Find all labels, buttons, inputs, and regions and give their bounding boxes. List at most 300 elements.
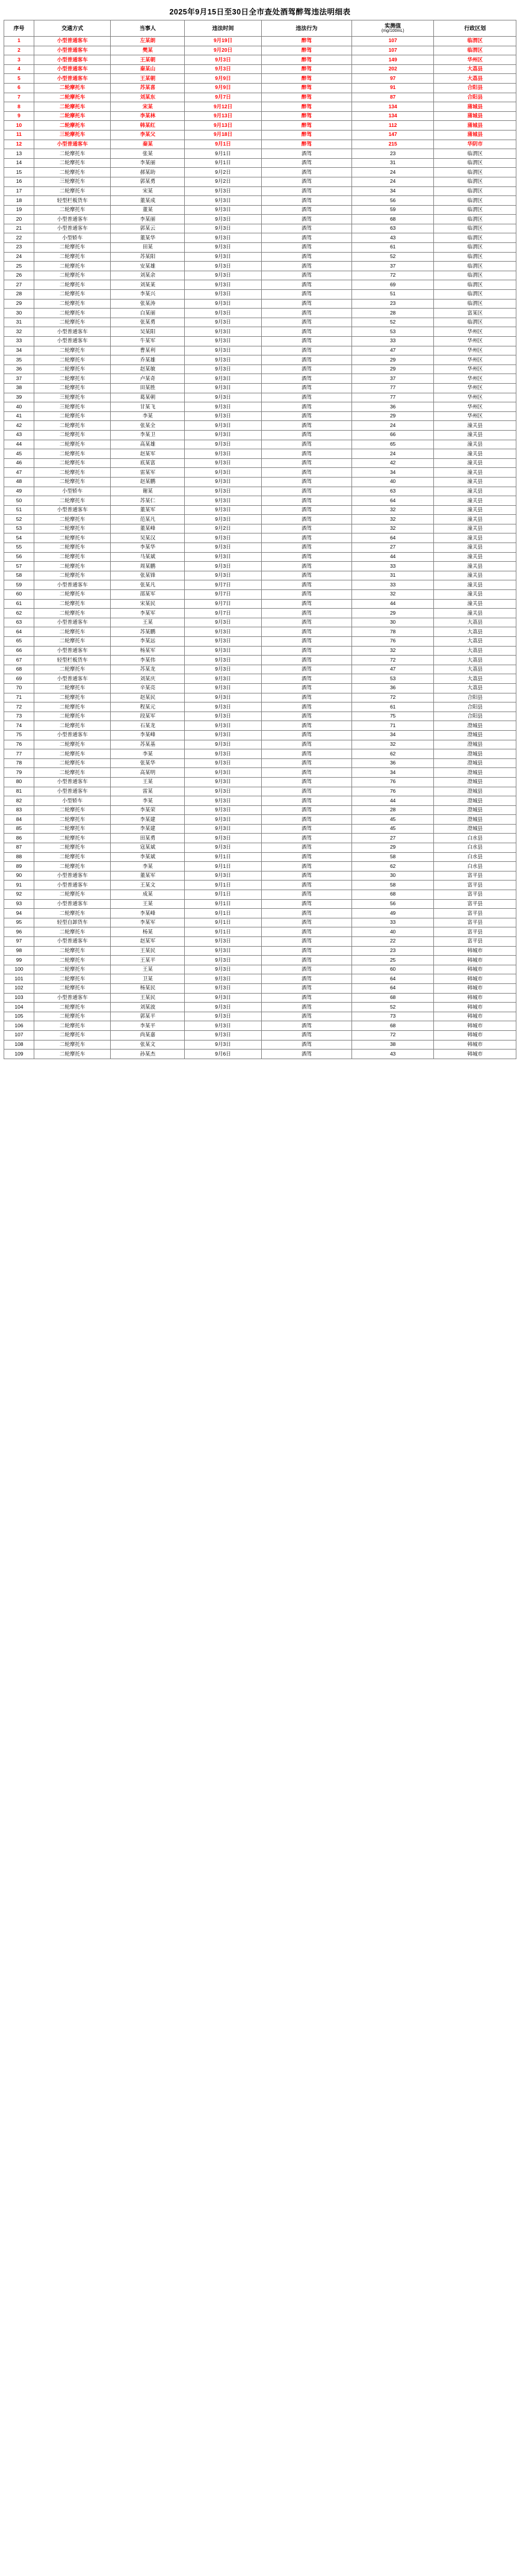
row-person-name: 李某荣 xyxy=(111,805,185,815)
row-index: 18 xyxy=(4,196,34,206)
table-row xyxy=(4,111,516,121)
row-measured-value: 52 xyxy=(351,252,434,262)
row-vehicle-type: 二轮摩托车 xyxy=(34,421,111,431)
row-person-name: 田某 xyxy=(111,243,185,253)
row-index: 75 xyxy=(4,730,34,740)
row-index: 45 xyxy=(4,449,34,459)
row-violation-act: 酒驾 xyxy=(261,505,351,515)
row-violation-date: 9月3日 xyxy=(185,646,261,656)
row-violation-act: 酒驾 xyxy=(261,609,351,618)
row-region: 韩城市 xyxy=(434,974,516,984)
table-row xyxy=(4,758,516,768)
row-violation-act: 酒驾 xyxy=(261,1050,351,1059)
row-violation-act: 酒驾 xyxy=(261,337,351,346)
row-region: 富平县 xyxy=(434,937,516,947)
row-violation-act: 酒驾 xyxy=(261,271,351,280)
row-violation-act: 酒驾 xyxy=(261,702,351,712)
row-vehicle-type: 小型普通客车 xyxy=(34,224,111,233)
row-violation-act: 醉驾 xyxy=(261,64,351,74)
row-violation-date: 9月3日 xyxy=(185,346,261,355)
table-header xyxy=(4,20,516,37)
row-region: 潼关县 xyxy=(434,515,516,524)
row-violation-act: 酒驾 xyxy=(261,383,351,393)
row-vehicle-type: 二轮摩托车 xyxy=(34,843,111,853)
row-violation-date: 9月3日 xyxy=(185,1021,261,1031)
row-person-name: 底某富 xyxy=(111,458,185,468)
table-row xyxy=(4,233,516,243)
row-violation-act: 酒驾 xyxy=(261,909,351,918)
row-region: 潼关县 xyxy=(434,609,516,618)
row-measured-value: 63 xyxy=(351,224,434,233)
table-row xyxy=(4,590,516,600)
row-region: 华州区 xyxy=(434,374,516,384)
table-row xyxy=(4,130,516,140)
row-person-name: 安某雄 xyxy=(111,262,185,271)
row-region: 白水县 xyxy=(434,834,516,843)
row-measured-value: 27 xyxy=(351,543,434,553)
row-index: 93 xyxy=(4,899,34,909)
row-person-name: 苏某基 xyxy=(111,740,185,749)
row-vehicle-type: 小型普通客车 xyxy=(34,730,111,740)
row-index: 33 xyxy=(4,337,34,346)
row-measured-value: 34 xyxy=(351,730,434,740)
row-violation-date: 9月3日 xyxy=(185,318,261,327)
row-violation-date: 9月3日 xyxy=(185,205,261,215)
row-region: 合阳县 xyxy=(434,712,516,721)
row-region: 富平县 xyxy=(434,881,516,890)
row-violation-act: 酒驾 xyxy=(261,683,351,693)
table-row xyxy=(4,177,516,186)
row-violation-act: 酒驾 xyxy=(261,927,351,937)
row-index: 91 xyxy=(4,881,34,890)
row-violation-date: 9月3日 xyxy=(185,515,261,524)
row-region: 临渭区 xyxy=(434,318,516,327)
row-region: 潼关县 xyxy=(434,533,516,543)
row-vehicle-type: 小型普通客车 xyxy=(34,777,111,787)
row-measured-value: 134 xyxy=(351,102,434,112)
row-violation-act: 酒驾 xyxy=(261,918,351,927)
row-violation-act: 酒驾 xyxy=(261,393,351,402)
table-row xyxy=(4,899,516,909)
row-measured-value: 32 xyxy=(351,515,434,524)
row-region: 华州区 xyxy=(434,402,516,412)
row-violation-date: 9月1日 xyxy=(185,881,261,890)
row-violation-date: 9月3日 xyxy=(185,693,261,702)
row-vehicle-type: 二轮摩托车 xyxy=(34,364,111,374)
row-index: 8 xyxy=(4,102,34,112)
row-index: 48 xyxy=(4,477,34,487)
table-row xyxy=(4,149,516,159)
table-row xyxy=(4,777,516,787)
row-violation-act: 酒驾 xyxy=(261,158,351,168)
row-index: 32 xyxy=(4,327,34,337)
row-violation-date: 9月3日 xyxy=(185,805,261,815)
row-person-name: 苏某龙 xyxy=(111,665,185,674)
table-row xyxy=(4,552,516,562)
row-index: 22 xyxy=(4,233,34,243)
table-row xyxy=(4,674,516,684)
row-measured-value: 38 xyxy=(351,1040,434,1050)
row-person-name: 刘某东 xyxy=(111,93,185,102)
row-violation-act: 酒驾 xyxy=(261,168,351,177)
row-index: 86 xyxy=(4,834,34,843)
row-violation-act: 酒驾 xyxy=(261,364,351,374)
table-row xyxy=(4,824,516,834)
row-index: 47 xyxy=(4,468,34,478)
table-row xyxy=(4,496,516,506)
row-measured-value: 202 xyxy=(351,64,434,74)
table-row xyxy=(4,411,516,421)
row-region: 韩城市 xyxy=(434,1012,516,1021)
row-vehicle-type: 轻型自卸货车 xyxy=(34,918,111,927)
row-violation-date: 9月3日 xyxy=(185,637,261,647)
row-measured-value: 44 xyxy=(351,552,434,562)
row-person-name: 刘某庆 xyxy=(111,674,185,684)
row-vehicle-type: 二轮摩托车 xyxy=(34,309,111,318)
row-index: 65 xyxy=(4,637,34,647)
row-violation-act: 酒驾 xyxy=(261,881,351,890)
row-index: 72 xyxy=(4,702,34,712)
row-violation-date: 9月3日 xyxy=(185,665,261,674)
row-violation-act: 酒驾 xyxy=(261,562,351,571)
row-vehicle-type: 小型普通客车 xyxy=(34,881,111,890)
row-region: 澄城县 xyxy=(434,768,516,778)
row-region: 富某区 xyxy=(434,309,516,318)
table-row xyxy=(4,599,516,609)
row-violation-act: 酒驾 xyxy=(261,149,351,159)
row-vehicle-type: 二轮摩托车 xyxy=(34,1021,111,1031)
row-region: 华州区 xyxy=(434,393,516,402)
row-region: 潼关县 xyxy=(434,580,516,590)
row-region: 韩城市 xyxy=(434,1021,516,1031)
row-measured-value: 36 xyxy=(351,758,434,768)
row-index: 100 xyxy=(4,965,34,974)
row-index: 60 xyxy=(4,590,34,600)
row-vehicle-type: 二轮摩托车 xyxy=(34,440,111,449)
row-index: 67 xyxy=(4,656,34,665)
row-violation-act: 酒驾 xyxy=(261,965,351,974)
table-row xyxy=(4,505,516,515)
row-index: 43 xyxy=(4,430,34,440)
table-row xyxy=(4,815,516,825)
table-row xyxy=(4,946,516,956)
row-measured-value: 31 xyxy=(351,571,434,580)
row-measured-value: 68 xyxy=(351,993,434,1003)
row-region: 潼关县 xyxy=(434,477,516,487)
row-violation-act: 酒驾 xyxy=(261,712,351,721)
table-row xyxy=(4,430,516,440)
row-index: 3 xyxy=(4,55,34,65)
row-index: 30 xyxy=(4,309,34,318)
row-region: 临渭区 xyxy=(434,224,516,233)
row-index: 53 xyxy=(4,524,34,533)
table-row xyxy=(4,852,516,862)
table-row xyxy=(4,646,516,656)
row-measured-value: 72 xyxy=(351,1030,434,1040)
row-measured-value: 25 xyxy=(351,956,434,965)
row-measured-value: 28 xyxy=(351,805,434,815)
row-person-name: 李某林 xyxy=(111,111,185,121)
row-person-name: 王某平 xyxy=(111,956,185,965)
row-region: 临渭区 xyxy=(434,186,516,196)
row-region: 韩城市 xyxy=(434,946,516,956)
row-measured-value: 32 xyxy=(351,740,434,749)
row-violation-date: 9月3日 xyxy=(185,421,261,431)
row-index: 2 xyxy=(4,46,34,55)
row-violation-act: 酒驾 xyxy=(261,946,351,956)
row-region: 澄城县 xyxy=(434,787,516,796)
row-measured-value: 63 xyxy=(351,487,434,496)
row-index: 23 xyxy=(4,243,34,253)
row-vehicle-type: 二轮摩托车 xyxy=(34,186,111,196)
row-vehicle-type: 二轮摩托车 xyxy=(34,243,111,253)
row-index: 97 xyxy=(4,937,34,947)
row-index: 46 xyxy=(4,458,34,468)
row-violation-date: 9月3日 xyxy=(185,196,261,206)
row-vehicle-type: 二轮摩托车 xyxy=(34,1012,111,1021)
column-header-region: 行政区划 xyxy=(434,20,516,37)
row-violation-act: 醉驾 xyxy=(261,130,351,140)
table-body xyxy=(4,37,516,1059)
table-row xyxy=(4,796,516,806)
row-person-name: 郭某云 xyxy=(111,224,185,233)
row-person-name: 李某伟 xyxy=(111,656,185,665)
row-measured-value: 77 xyxy=(351,393,434,402)
row-region: 华阴市 xyxy=(434,140,516,149)
row-vehicle-type: 二轮摩托车 xyxy=(34,411,111,421)
table-row xyxy=(4,918,516,927)
table-row xyxy=(4,355,516,365)
row-vehicle-type: 二轮摩托车 xyxy=(34,637,111,647)
table-row xyxy=(4,693,516,702)
row-violation-act: 酒驾 xyxy=(261,693,351,702)
row-region: 蒲城县 xyxy=(434,130,516,140)
row-vehicle-type: 二轮摩托车 xyxy=(34,449,111,459)
row-violation-date: 9月3日 xyxy=(185,740,261,749)
row-person-name: 高某明 xyxy=(111,768,185,778)
row-violation-date: 9月3日 xyxy=(185,1040,261,1050)
table-row xyxy=(4,956,516,965)
row-violation-date: 9月3日 xyxy=(185,562,261,571)
row-violation-act: 酒驾 xyxy=(261,440,351,449)
row-index: 27 xyxy=(4,280,34,290)
row-person-name: 谢某 xyxy=(111,487,185,496)
row-violation-date: 9月3日 xyxy=(185,393,261,402)
row-vehicle-type: 二轮摩托车 xyxy=(34,909,111,918)
row-measured-value: 24 xyxy=(351,177,434,186)
table-row xyxy=(4,83,516,93)
table-row xyxy=(4,805,516,815)
row-index: 36 xyxy=(4,364,34,374)
table-row xyxy=(4,721,516,731)
row-person-name: 曹某利 xyxy=(111,346,185,355)
row-violation-act: 酒驾 xyxy=(261,299,351,309)
row-violation-act: 酒驾 xyxy=(261,533,351,543)
row-violation-date: 9月3日 xyxy=(185,505,261,515)
row-violation-act: 酒驾 xyxy=(261,224,351,233)
row-violation-act: 酒驾 xyxy=(261,280,351,290)
row-measured-value: 34 xyxy=(351,468,434,478)
row-region: 临渭区 xyxy=(434,149,516,159)
row-index: 4 xyxy=(4,64,34,74)
table-row xyxy=(4,121,516,131)
row-violation-date: 9月3日 xyxy=(185,64,261,74)
row-measured-value: 29 xyxy=(351,355,434,365)
table-row xyxy=(4,299,516,309)
row-region: 合阳县 xyxy=(434,702,516,712)
row-person-name: 宋某民 xyxy=(111,599,185,609)
row-measured-value: 58 xyxy=(351,881,434,890)
row-vehicle-type: 二轮摩托车 xyxy=(34,590,111,600)
row-index: 68 xyxy=(4,665,34,674)
row-measured-value: 44 xyxy=(351,796,434,806)
table-row xyxy=(4,271,516,280)
row-measured-value: 62 xyxy=(351,862,434,871)
row-violation-act: 酒驾 xyxy=(261,543,351,553)
row-violation-date: 9月3日 xyxy=(185,327,261,337)
row-index: 11 xyxy=(4,130,34,140)
row-vehicle-type: 二轮摩托车 xyxy=(34,562,111,571)
row-person-name: 张某勇 xyxy=(111,318,185,327)
row-violation-act: 酒驾 xyxy=(261,899,351,909)
row-violation-date: 9月3日 xyxy=(185,965,261,974)
row-region: 澄城县 xyxy=(434,815,516,825)
row-index: 56 xyxy=(4,552,34,562)
table-row xyxy=(4,983,516,993)
row-measured-value: 66 xyxy=(351,430,434,440)
row-person-name: 樊某 xyxy=(111,46,185,55)
table-row xyxy=(4,683,516,693)
row-violation-act: 醉驾 xyxy=(261,46,351,55)
row-measured-value: 78 xyxy=(351,627,434,637)
row-violation-date: 9月3日 xyxy=(185,730,261,740)
row-violation-act: 酒驾 xyxy=(261,571,351,580)
row-violation-date: 9月1日 xyxy=(185,158,261,168)
row-violation-date: 9月1日 xyxy=(185,140,261,149)
column-header-value xyxy=(351,20,434,37)
row-measured-value: 52 xyxy=(351,318,434,327)
row-index: 42 xyxy=(4,421,34,431)
row-violation-act: 酒驾 xyxy=(261,309,351,318)
row-violation-date: 9月1日 xyxy=(185,899,261,909)
row-region: 临渭区 xyxy=(434,177,516,186)
row-violation-act: 酒驾 xyxy=(261,430,351,440)
row-region: 潼关县 xyxy=(434,440,516,449)
row-index: 109 xyxy=(4,1050,34,1059)
row-violation-date: 9月3日 xyxy=(185,1012,261,1021)
row-index: 92 xyxy=(4,890,34,900)
table-row xyxy=(4,364,516,374)
table-row xyxy=(4,393,516,402)
row-vehicle-type: 小型普通客车 xyxy=(34,871,111,881)
row-violation-act: 酒驾 xyxy=(261,327,351,337)
row-violation-date: 9月3日 xyxy=(185,411,261,421)
row-violation-date: 9月9日 xyxy=(185,74,261,84)
row-vehicle-type: 小型普通客车 xyxy=(34,787,111,796)
row-index: 87 xyxy=(4,843,34,853)
row-person-name: 马某斌 xyxy=(111,552,185,562)
row-index: 103 xyxy=(4,993,34,1003)
row-measured-value: 31 xyxy=(351,158,434,168)
row-person-name: 张某 xyxy=(111,149,185,159)
row-person-name: 苏某鹏 xyxy=(111,627,185,637)
table-row xyxy=(4,712,516,721)
table-row xyxy=(4,243,516,253)
row-violation-act: 酒驾 xyxy=(261,205,351,215)
row-violation-act: 酒驾 xyxy=(261,458,351,468)
row-index: 44 xyxy=(4,440,34,449)
row-violation-date: 9月3日 xyxy=(185,337,261,346)
row-vehicle-type: 二轮摩托车 xyxy=(34,533,111,543)
row-region: 蒲城县 xyxy=(434,111,516,121)
row-index: 52 xyxy=(4,515,34,524)
row-measured-value: 69 xyxy=(351,280,434,290)
row-vehicle-type: 二轮摩托车 xyxy=(34,805,111,815)
row-region: 临渭区 xyxy=(434,290,516,300)
row-violation-act: 酒驾 xyxy=(261,515,351,524)
row-measured-value: 33 xyxy=(351,337,434,346)
row-violation-act: 酒驾 xyxy=(261,411,351,421)
row-violation-date: 9月1日 xyxy=(185,918,261,927)
row-region: 澄城县 xyxy=(434,824,516,834)
row-measured-value: 33 xyxy=(351,562,434,571)
row-region: 潼关县 xyxy=(434,430,516,440)
row-measured-value: 87 xyxy=(351,93,434,102)
row-violation-act: 酒驾 xyxy=(261,215,351,224)
table-row xyxy=(4,196,516,206)
row-violation-act: 酒驾 xyxy=(261,937,351,947)
row-index: 83 xyxy=(4,805,34,815)
row-vehicle-type: 二轮摩托车 xyxy=(34,205,111,215)
row-region: 潼关县 xyxy=(434,562,516,571)
row-index: 106 xyxy=(4,1021,34,1031)
row-measured-value: 56 xyxy=(351,196,434,206)
row-violation-act: 酒驾 xyxy=(261,290,351,300)
row-violation-date: 9月7日 xyxy=(185,580,261,590)
row-index: 58 xyxy=(4,571,34,580)
row-region: 蒲城县 xyxy=(434,102,516,112)
table-row xyxy=(4,937,516,947)
row-violation-date: 9月3日 xyxy=(185,533,261,543)
row-violation-act: 酒驾 xyxy=(261,599,351,609)
row-person-name: 赵某军 xyxy=(111,937,185,947)
row-index: 25 xyxy=(4,262,34,271)
row-person-name: 赵某民 xyxy=(111,693,185,702)
row-index: 66 xyxy=(4,646,34,656)
table-row xyxy=(4,64,516,74)
row-vehicle-type: 二轮摩托车 xyxy=(34,965,111,974)
row-violation-date: 9月7日 xyxy=(185,590,261,600)
row-vehicle-type: 小型普通客车 xyxy=(34,580,111,590)
table-row xyxy=(4,1021,516,1031)
row-vehicle-type: 二轮摩托车 xyxy=(34,458,111,468)
row-measured-value: 51 xyxy=(351,290,434,300)
row-measured-value: 59 xyxy=(351,205,434,215)
row-vehicle-type: 二轮摩托车 xyxy=(34,974,111,984)
row-index: 85 xyxy=(4,824,34,834)
row-index: 1 xyxy=(4,37,34,46)
row-index: 80 xyxy=(4,777,34,787)
row-region: 富平县 xyxy=(434,909,516,918)
row-measured-value: 24 xyxy=(351,168,434,177)
row-measured-value: 32 xyxy=(351,505,434,515)
row-vehicle-type: 小型普通客车 xyxy=(34,505,111,515)
row-violation-date: 9月3日 xyxy=(185,458,261,468)
row-violation-date: 9月3日 xyxy=(185,627,261,637)
row-region: 临渭区 xyxy=(434,262,516,271)
row-vehicle-type: 二轮摩托车 xyxy=(34,721,111,731)
row-index: 71 xyxy=(4,693,34,702)
